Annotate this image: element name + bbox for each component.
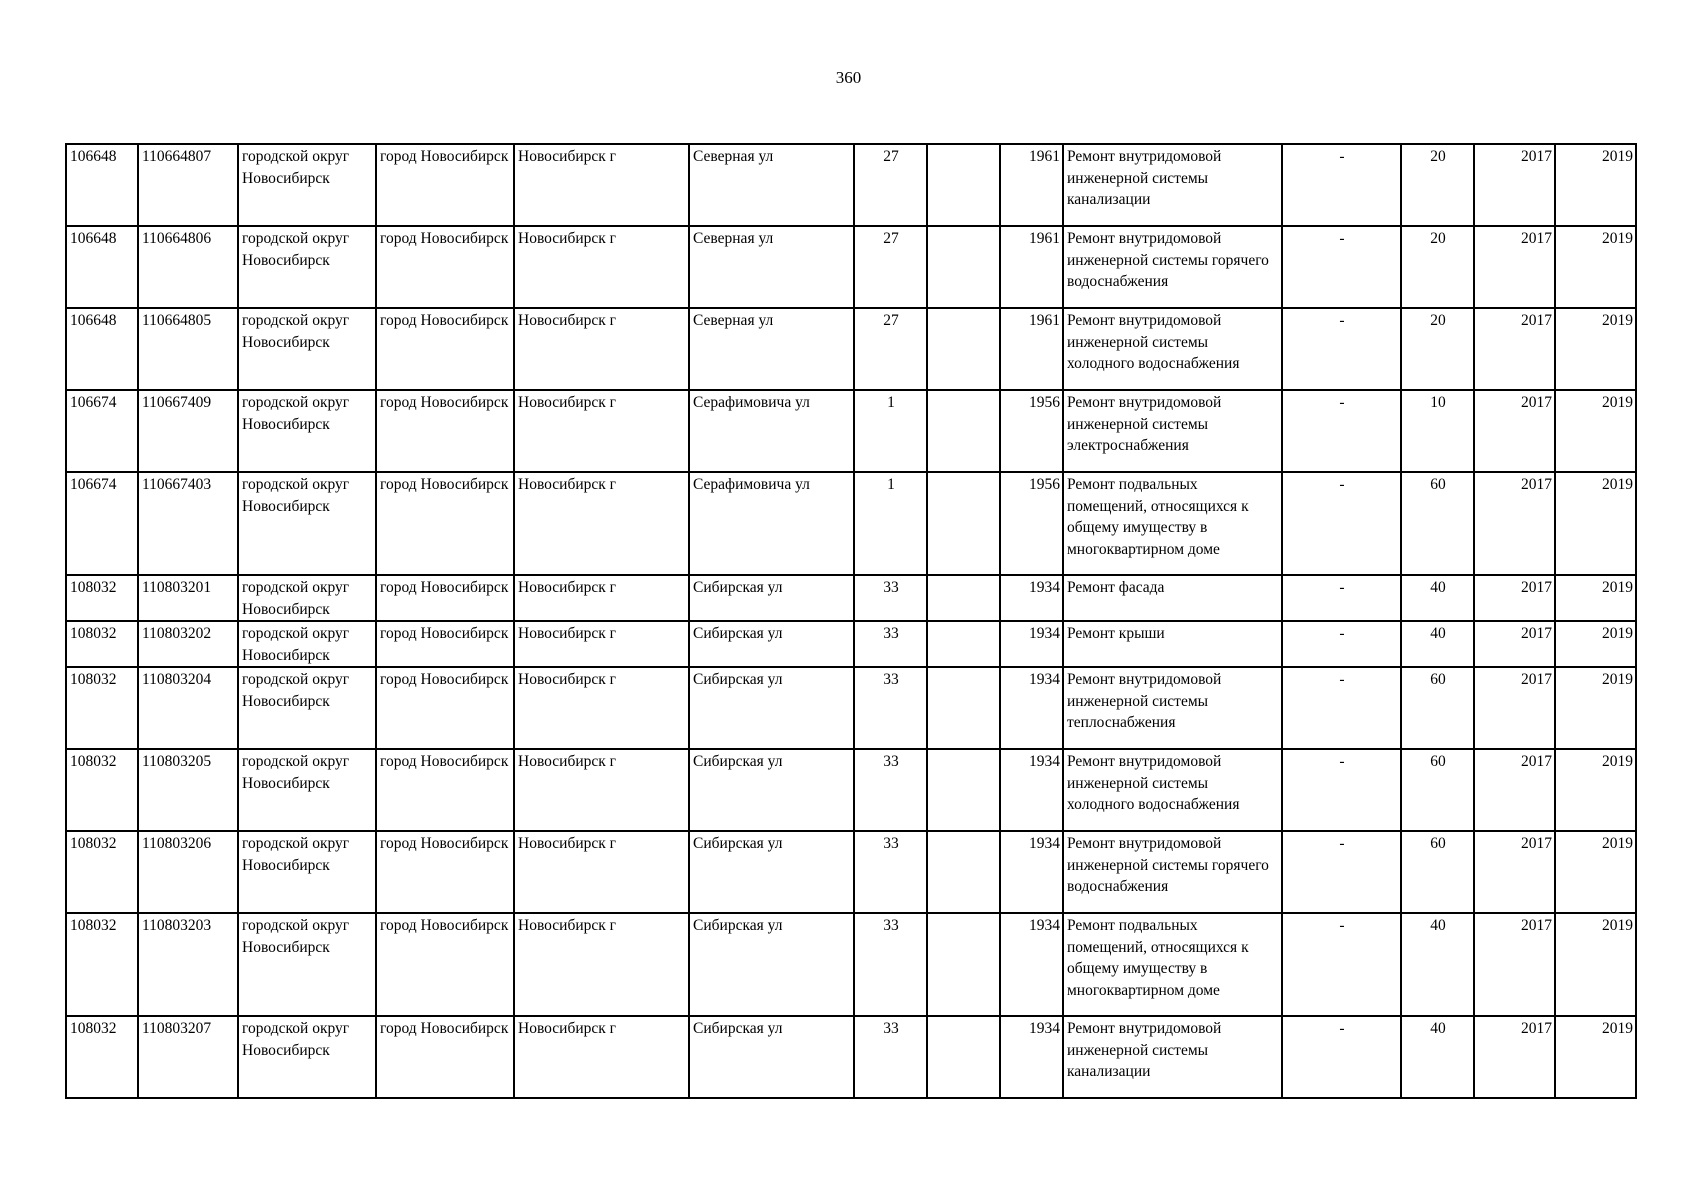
city-cell: Новосибирск г: [514, 749, 689, 831]
house-id-cell: 108032: [66, 621, 138, 667]
year-end-cell: 2019: [1555, 749, 1636, 831]
dash-cell: -: [1282, 621, 1401, 667]
building-cell: [927, 472, 1000, 575]
settlement-cell: город Новосибирск: [376, 390, 514, 472]
value-cell: 40: [1401, 575, 1474, 621]
year-end-cell: 2019: [1555, 144, 1636, 226]
settlement-cell: город Новосибирск: [376, 913, 514, 1016]
settlement-cell: город Новосибирск: [376, 144, 514, 226]
house-number-cell: 27: [854, 308, 927, 390]
settlement-cell: город Новосибирск: [376, 226, 514, 308]
building-cell: [927, 144, 1000, 226]
year-built-cell: 1961: [1000, 144, 1063, 226]
work-id-cell: 110803203: [138, 913, 238, 1016]
year-built-cell: 1961: [1000, 308, 1063, 390]
value-cell: 60: [1401, 472, 1474, 575]
building-cell: [927, 226, 1000, 308]
house-number-cell: 27: [854, 144, 927, 226]
work-type-cell: Ремонт внутридомовой инженерной системы горячего водоснабжения: [1063, 831, 1282, 913]
district-cell: городской округ Новосибирск: [238, 390, 376, 472]
year-built-cell: 1934: [1000, 749, 1063, 831]
year-built-cell: 1934: [1000, 575, 1063, 621]
house-number-cell: 1: [854, 390, 927, 472]
street-cell: Сибирская ул: [689, 1016, 854, 1098]
dash-cell: -: [1282, 831, 1401, 913]
city-cell: Новосибирск г: [514, 621, 689, 667]
house-number-cell: 33: [854, 913, 927, 1016]
building-cell: [927, 913, 1000, 1016]
district-cell: городской округ Новосибирск: [238, 749, 376, 831]
table-row: [66, 472, 1636, 575]
dash-cell: -: [1282, 144, 1401, 226]
value-cell: 10: [1401, 390, 1474, 472]
year-end-cell: 2019: [1555, 575, 1636, 621]
district-cell: городской округ Новосибирск: [238, 831, 376, 913]
city-cell: Новосибирск г: [514, 144, 689, 226]
year-start-cell: 2017: [1474, 1016, 1555, 1098]
year-start-cell: 2017: [1474, 621, 1555, 667]
district-cell: городской округ Новосибирск: [238, 913, 376, 1016]
value-cell: 60: [1401, 831, 1474, 913]
house-id-cell: 106674: [66, 390, 138, 472]
dash-cell: -: [1282, 390, 1401, 472]
work-id-cell: 110803206: [138, 831, 238, 913]
work-type-cell: Ремонт внутридомовой инженерной системы теплоснабжения: [1063, 667, 1282, 749]
year-built-cell: 1934: [1000, 831, 1063, 913]
year-built-cell: 1956: [1000, 390, 1063, 472]
house-id-cell: 108032: [66, 1016, 138, 1098]
value-cell: 40: [1401, 913, 1474, 1016]
work-id-cell: 110803204: [138, 667, 238, 749]
year-start-cell: 2017: [1474, 226, 1555, 308]
work-type-cell: Ремонт внутридомовой инженерной системы канализации: [1063, 1016, 1282, 1098]
street-cell: Сибирская ул: [689, 667, 854, 749]
year-built-cell: 1934: [1000, 621, 1063, 667]
value-cell: 40: [1401, 1016, 1474, 1098]
city-cell: Новосибирск г: [514, 1016, 689, 1098]
year-start-cell: 2017: [1474, 831, 1555, 913]
settlement-cell: город Новосибирск: [376, 575, 514, 621]
house-id-cell: 106648: [66, 308, 138, 390]
city-cell: Новосибирск г: [514, 472, 689, 575]
district-cell: городской округ Новосибирск: [238, 226, 376, 308]
settlement-cell: город Новосибирск: [376, 749, 514, 831]
year-start-cell: 2017: [1474, 308, 1555, 390]
work-type-cell: Ремонт подвальных помещений, относящихся к общему имуществу в многоквартирном доме: [1063, 913, 1282, 1016]
house-id-cell: 106648: [66, 226, 138, 308]
house-id-cell: 108032: [66, 831, 138, 913]
city-cell: Новосибирск г: [514, 667, 689, 749]
house-id-cell: 106648: [66, 144, 138, 226]
value-cell: 20: [1401, 144, 1474, 226]
street-cell: Северная ул: [689, 308, 854, 390]
building-cell: [927, 621, 1000, 667]
value-cell: 60: [1401, 667, 1474, 749]
district-cell: городской округ Новосибирск: [238, 667, 376, 749]
house-number-cell: 33: [854, 621, 927, 667]
house-id-cell: 108032: [66, 667, 138, 749]
table-row: [66, 749, 1636, 831]
dash-cell: -: [1282, 226, 1401, 308]
building-cell: [927, 749, 1000, 831]
year-start-cell: 2017: [1474, 575, 1555, 621]
building-cell: [927, 667, 1000, 749]
year-start-cell: 2017: [1474, 390, 1555, 472]
dash-cell: -: [1282, 308, 1401, 390]
work-id-cell: 110803207: [138, 1016, 238, 1098]
city-cell: Новосибирск г: [514, 913, 689, 1016]
work-id-cell: 110664806: [138, 226, 238, 308]
city-cell: Новосибирск г: [514, 308, 689, 390]
work-id-cell: 110664807: [138, 144, 238, 226]
house-number-cell: 33: [854, 667, 927, 749]
table-row: [66, 575, 1636, 621]
street-cell: Северная ул: [689, 144, 854, 226]
year-end-cell: 2019: [1555, 390, 1636, 472]
house-number-cell: 1: [854, 472, 927, 575]
table-row: [66, 308, 1636, 390]
work-id-cell: 110667409: [138, 390, 238, 472]
year-start-cell: 2017: [1474, 667, 1555, 749]
house-number-cell: 27: [854, 226, 927, 308]
dash-cell: -: [1282, 667, 1401, 749]
value-cell: 20: [1401, 226, 1474, 308]
house-number-cell: 33: [854, 1016, 927, 1098]
year-start-cell: 2017: [1474, 749, 1555, 831]
district-cell: городской округ Новосибирск: [238, 472, 376, 575]
dash-cell: -: [1282, 913, 1401, 1016]
year-start-cell: 2017: [1474, 913, 1555, 1016]
value-cell: 40: [1401, 621, 1474, 667]
year-built-cell: 1934: [1000, 913, 1063, 1016]
year-start-cell: 2017: [1474, 144, 1555, 226]
table-row: [66, 621, 1636, 667]
building-cell: [927, 831, 1000, 913]
work-type-cell: Ремонт внутридомовой инженерной системы канализации: [1063, 144, 1282, 226]
street-cell: Сибирская ул: [689, 749, 854, 831]
settlement-cell: город Новосибирск: [376, 831, 514, 913]
street-cell: Северная ул: [689, 226, 854, 308]
registry-table: [65, 143, 1637, 1099]
work-type-cell: Ремонт фасада: [1063, 575, 1282, 621]
work-type-cell: Ремонт крыши: [1063, 621, 1282, 667]
city-cell: Новосибирск г: [514, 390, 689, 472]
district-cell: городской округ Новосибирск: [238, 575, 376, 621]
house-id-cell: 108032: [66, 913, 138, 1016]
table-row: [66, 831, 1636, 913]
year-built-cell: 1934: [1000, 1016, 1063, 1098]
house-number-cell: 33: [854, 575, 927, 621]
year-built-cell: 1961: [1000, 226, 1063, 308]
building-cell: [927, 575, 1000, 621]
value-cell: 20: [1401, 308, 1474, 390]
city-cell: Новосибирск г: [514, 831, 689, 913]
work-id-cell: 110664805: [138, 308, 238, 390]
year-end-cell: 2019: [1555, 667, 1636, 749]
work-type-cell: Ремонт подвальных помещений, относящихся к общему имуществу в многоквартирном доме: [1063, 472, 1282, 575]
street-cell: Серафимовича ул: [689, 390, 854, 472]
district-cell: городской округ Новосибирск: [238, 621, 376, 667]
work-id-cell: 110803205: [138, 749, 238, 831]
building-cell: [927, 308, 1000, 390]
table-row: [66, 667, 1636, 749]
dash-cell: -: [1282, 575, 1401, 621]
year-end-cell: 2019: [1555, 621, 1636, 667]
year-built-cell: 1934: [1000, 667, 1063, 749]
dash-cell: -: [1282, 1016, 1401, 1098]
year-end-cell: 2019: [1555, 913, 1636, 1016]
house-number-cell: 33: [854, 749, 927, 831]
table-row: [66, 144, 1636, 226]
building-cell: [927, 390, 1000, 472]
street-cell: Сибирская ул: [689, 621, 854, 667]
house-id-cell: 108032: [66, 575, 138, 621]
year-end-cell: 2019: [1555, 472, 1636, 575]
settlement-cell: город Новосибирск: [376, 621, 514, 667]
work-type-cell: Ремонт внутридомовой инженерной системы холодного водоснабжения: [1063, 749, 1282, 831]
year-end-cell: 2019: [1555, 226, 1636, 308]
street-cell: Сибирская ул: [689, 575, 854, 621]
street-cell: Серафимовича ул: [689, 472, 854, 575]
year-end-cell: 2019: [1555, 831, 1636, 913]
street-cell: Сибирская ул: [689, 831, 854, 913]
district-cell: городской округ Новосибирск: [238, 308, 376, 390]
settlement-cell: город Новосибирск: [376, 308, 514, 390]
city-cell: Новосибирск г: [514, 226, 689, 308]
year-start-cell: 2017: [1474, 472, 1555, 575]
table-row: [66, 913, 1636, 1016]
table-row: [66, 226, 1636, 308]
settlement-cell: город Новосибирск: [376, 1016, 514, 1098]
district-cell: городской округ Новосибирск: [238, 1016, 376, 1098]
house-number-cell: 33: [854, 831, 927, 913]
year-built-cell: 1956: [1000, 472, 1063, 575]
house-id-cell: 108032: [66, 749, 138, 831]
dash-cell: -: [1282, 749, 1401, 831]
work-id-cell: 110803202: [138, 621, 238, 667]
table-row: [66, 390, 1636, 472]
street-cell: Сибирская ул: [689, 913, 854, 1016]
district-cell: городской округ Новосибирск: [238, 144, 376, 226]
year-end-cell: 2019: [1555, 1016, 1636, 1098]
building-cell: [927, 1016, 1000, 1098]
work-type-cell: Ремонт внутридомовой инженерной системы электроснабжения: [1063, 390, 1282, 472]
work-type-cell: Ремонт внутридомовой инженерной системы холодного водоснабжения: [1063, 308, 1282, 390]
work-type-cell: Ремонт внутридомовой инженерной системы горячего водоснабжения: [1063, 226, 1282, 308]
registry-body: [66, 144, 1636, 1098]
settlement-cell: город Новосибирск: [376, 667, 514, 749]
city-cell: Новосибирск г: [514, 575, 689, 621]
year-end-cell: 2019: [1555, 308, 1636, 390]
value-cell: 60: [1401, 749, 1474, 831]
page-number: 360: [835, 68, 862, 87]
work-id-cell: 110667403: [138, 472, 238, 575]
dash-cell: -: [1282, 472, 1401, 575]
house-id-cell: 106674: [66, 472, 138, 575]
settlement-cell: город Новосибирск: [376, 472, 514, 575]
work-id-cell: 110803201: [138, 575, 238, 621]
table-row: [66, 1016, 1636, 1098]
